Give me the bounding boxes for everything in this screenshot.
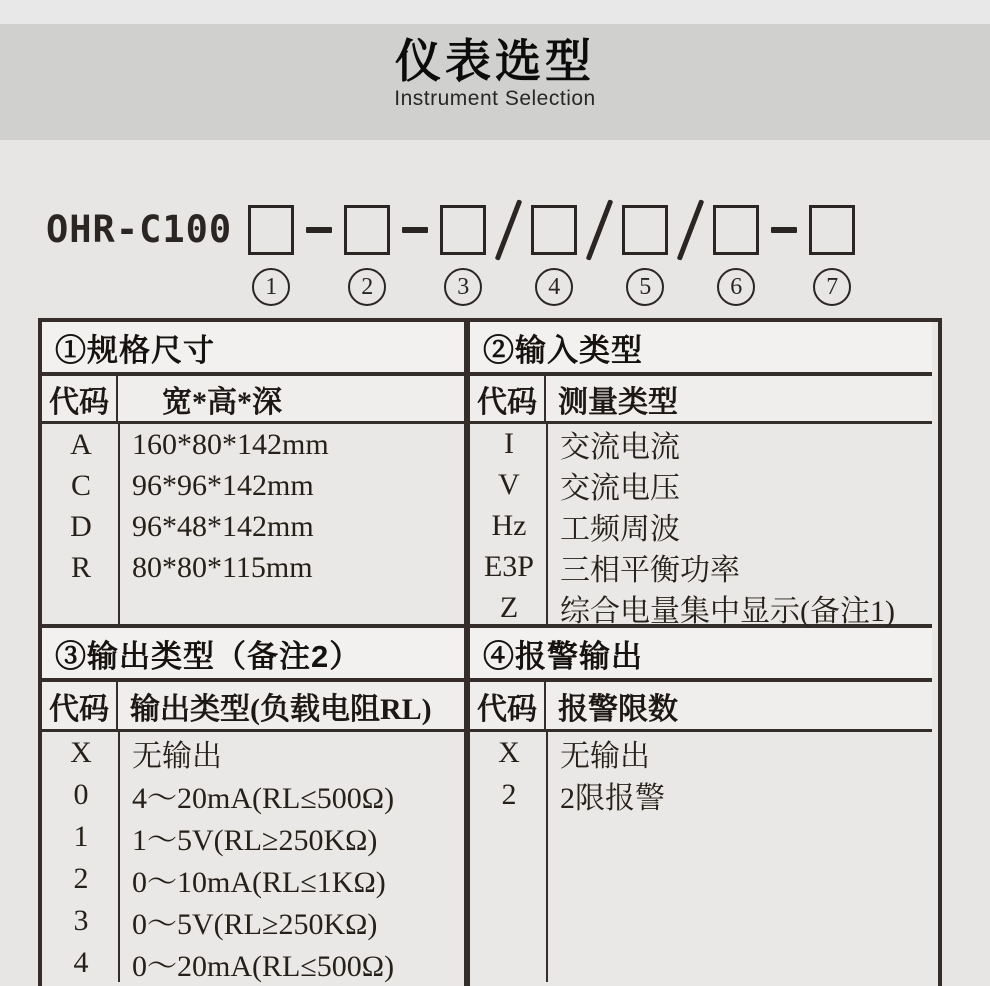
col-header-value: 报警限数 (558, 692, 678, 726)
col-header-value: 测量类型 (558, 385, 678, 419)
code-cell: X (70, 736, 92, 769)
code-cell: E3P (483, 549, 534, 583)
section-2-body (470, 424, 932, 628)
model-position-3 (440, 205, 486, 306)
table-row (470, 587, 932, 628)
code-cell: Hz (491, 508, 527, 542)
page-subtitle: Instrument Selection (394, 86, 596, 110)
column-divider (546, 732, 548, 982)
model-position-7 (809, 205, 855, 306)
value-cell: 无输出 (132, 740, 222, 773)
value-cell: 交流电压 (560, 472, 680, 506)
table-row (42, 816, 464, 858)
table-row (470, 424, 932, 465)
code-cell: X (498, 736, 520, 769)
column-divider (118, 732, 120, 982)
model-box-1 (248, 205, 294, 255)
model-box-7 (809, 205, 855, 255)
value-cell: 0～20mA(RL≤500Ω) (132, 950, 395, 983)
position-circle-1: 1 (252, 268, 290, 306)
section-4-body (470, 732, 932, 982)
model-position-6 (713, 205, 759, 306)
col-header-code: 代码 (42, 682, 118, 729)
value-cell: 0～10mA(RL≤1KΩ) (132, 866, 386, 899)
position-circle-5: 5 (626, 268, 664, 306)
value-cell: 80*80*115mm (132, 550, 313, 584)
model-box-3 (440, 205, 486, 255)
section-2-column-headers (470, 376, 932, 424)
col-header-code: 代码 (470, 376, 546, 421)
model-box-6 (713, 205, 759, 255)
code-cell: 4 (73, 946, 89, 979)
position-circle-7: 7 (813, 268, 851, 306)
table-row (42, 732, 464, 774)
section-1-column-headers (42, 376, 464, 424)
code-cell: R (70, 550, 91, 584)
position-circle-2: 2 (348, 268, 386, 306)
table-row (42, 942, 464, 984)
section-4-header: ④报警输出 (470, 628, 932, 682)
col-header-value: 输出类型(负载电阻RL) (130, 692, 432, 726)
section-3-column-headers (42, 682, 464, 732)
dash-icon (402, 227, 428, 233)
page-title: 仪表选型 (395, 35, 595, 87)
code-cell: C (70, 468, 91, 502)
code-cell: V (498, 468, 520, 502)
model-position-5 (622, 205, 668, 306)
table-row (42, 774, 464, 816)
section-4-column-headers (470, 682, 932, 732)
code-cell: 2 (73, 862, 89, 895)
model-prefix: OHR-C100 (46, 208, 233, 251)
value-cell: 4～20mA(RL≤500Ω) (132, 782, 395, 815)
dash-icon (771, 227, 797, 233)
value-cell: 三相平衡功率 (560, 553, 740, 587)
value-cell: 2限报警 (560, 782, 665, 815)
dash-icon (306, 227, 332, 233)
model-code-diagram (46, 205, 855, 306)
position-circle-4: 4 (535, 268, 573, 306)
column-divider (546, 424, 548, 624)
code-cell: 2 (501, 778, 517, 811)
col-header-value: 宽*高*深 (162, 385, 282, 419)
table-row (470, 732, 932, 774)
slash-icon (495, 199, 523, 261)
col-header-code: 代码 (42, 376, 118, 421)
value-cell: 96*96*142mm (132, 468, 314, 502)
selection-table (38, 318, 942, 986)
value-cell: 交流电流 (560, 431, 680, 465)
table-row (470, 774, 932, 816)
top-strip (0, 0, 990, 24)
section-3-body (42, 732, 464, 982)
model-box-2 (344, 205, 390, 255)
code-cell: D (70, 509, 92, 543)
column-divider (118, 424, 120, 624)
table-row (42, 547, 464, 588)
code-cell: I (504, 427, 514, 461)
section-1-body (42, 424, 464, 628)
table-row (470, 465, 932, 506)
table-row (42, 900, 464, 942)
table-row (42, 424, 464, 465)
section-3-header: ③输出类型（备注2） (42, 628, 464, 682)
value-cell: 无输出 (560, 740, 650, 773)
col-header-code: 代码 (470, 682, 546, 729)
value-cell: 综合电量集中显示(备注1) (560, 594, 895, 628)
slash-icon (586, 199, 614, 261)
table-row (42, 506, 464, 547)
model-box-4 (531, 205, 577, 255)
code-cell: 0 (73, 778, 89, 811)
table-right-column (470, 322, 932, 986)
table-left-column (42, 322, 470, 986)
value-cell: 96*48*142mm (132, 509, 314, 543)
position-circle-3: 3 (444, 268, 482, 306)
section-2-header: ②输入类型 (470, 322, 932, 376)
model-position-4 (531, 205, 577, 306)
value-cell: 1～5V(RL≥250KΩ) (132, 824, 378, 857)
title-banner (0, 24, 990, 140)
code-cell: Z (499, 590, 519, 624)
value-cell: 工频周波 (560, 513, 680, 546)
model-position-1 (248, 205, 294, 306)
value-cell: 0～5V(RL≥250KΩ) (132, 908, 378, 941)
code-cell: 1 (73, 820, 89, 853)
model-box-5 (622, 205, 668, 255)
table-row (470, 506, 932, 547)
section-1-header: ①规格尺寸 (42, 322, 464, 376)
value-cell: 160*80*142mm (132, 427, 329, 461)
table-row (42, 465, 464, 506)
position-circle-6: 6 (717, 268, 755, 306)
table-row (470, 546, 932, 587)
slash-icon (677, 199, 705, 261)
table-row (42, 858, 464, 900)
model-position-2 (344, 205, 390, 306)
code-cell: A (70, 427, 92, 461)
code-cell: 3 (73, 904, 89, 937)
